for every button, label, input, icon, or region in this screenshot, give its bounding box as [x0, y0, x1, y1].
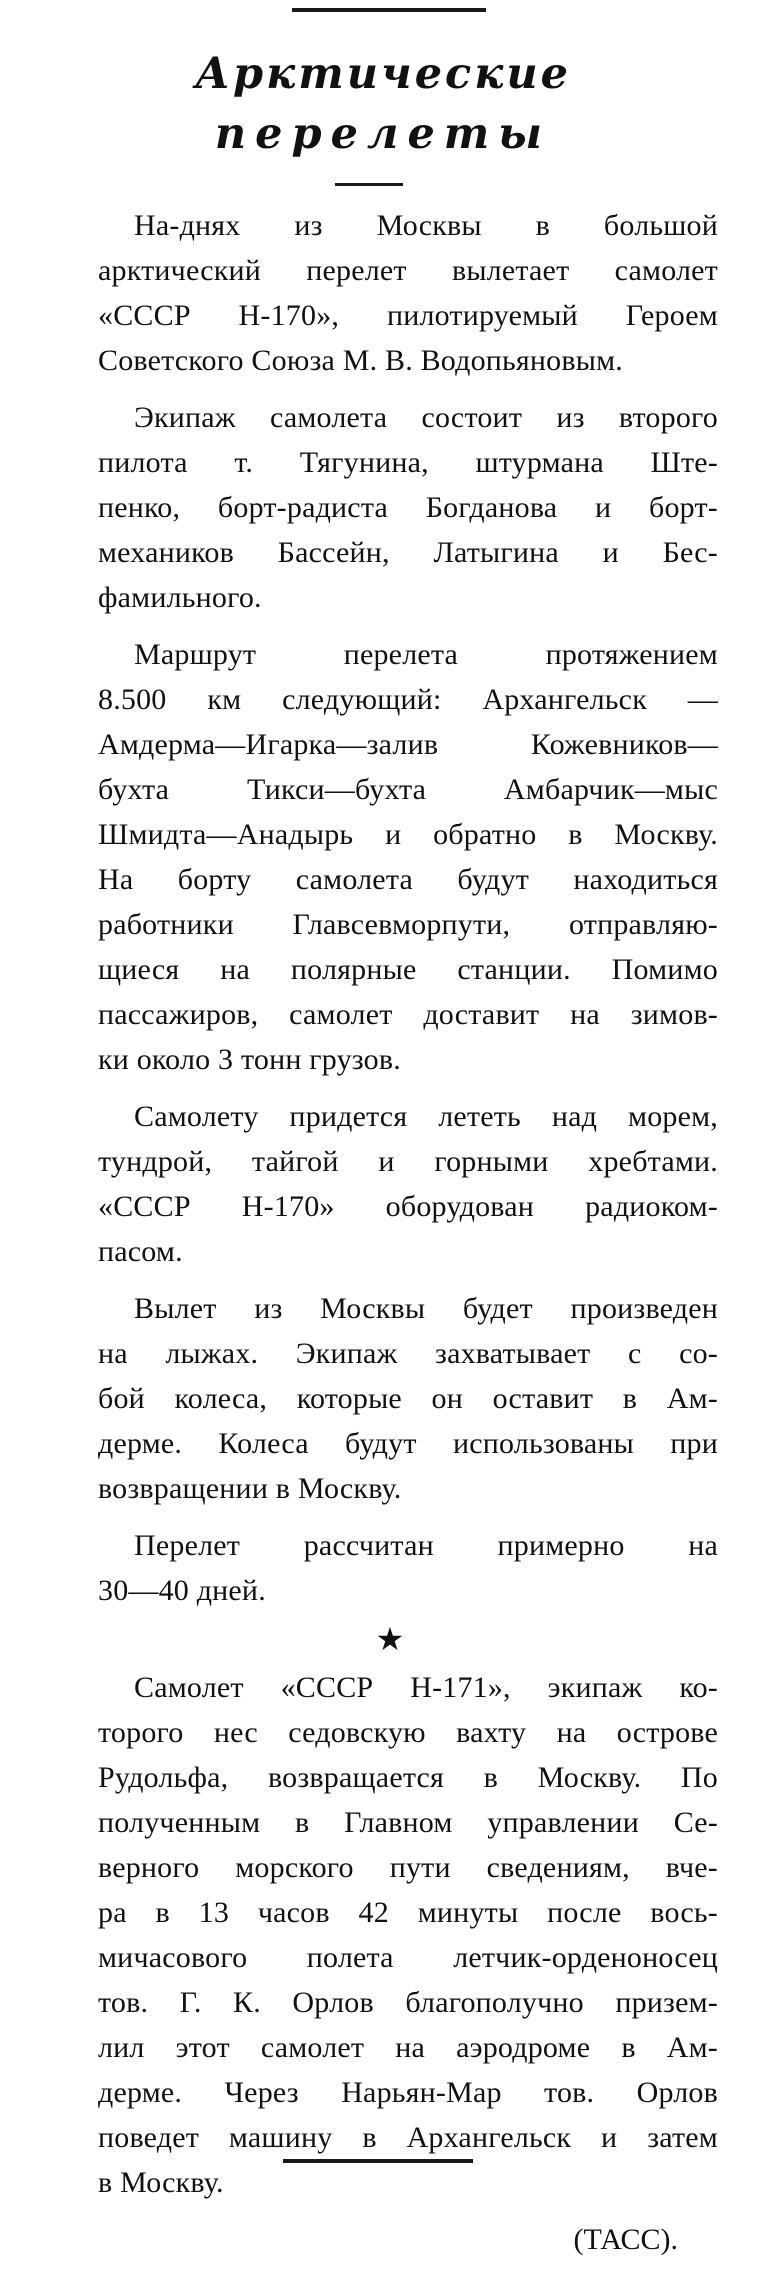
text-line: ра в 13 часов 42 минуты после вось- [98, 1896, 718, 1929]
headline-line-1: Арктические [195, 49, 571, 99]
text-line: Самолет «СССР Н-171», экипаж ко- [134, 1671, 718, 1704]
text-line: пилота т. Тягунина, штурмана Ште- [98, 446, 718, 479]
text-line: пассажиров, самолет доставит на зимов- [98, 998, 718, 1031]
signature: (ТАСС). [573, 2223, 678, 2256]
text-line: фамильного. [98, 581, 262, 614]
text-line: тов. Г. К. Орлов благополучно призем- [98, 1986, 718, 2019]
text-line: Перелет рассчитан примерно на [134, 1529, 718, 1562]
star-separator: ★ [375, 1621, 405, 1657]
text-line: Экипаж самолета состоит из второго [134, 401, 718, 434]
text-line: возвращении в Москву. [98, 1472, 402, 1505]
paragraph-4 [62, 1094, 718, 1274]
text-line: пенко, борт-радиста Богданова и борт- [98, 491, 718, 524]
text-line: Рудольфа, возвращается в Москву. По [98, 1761, 718, 1794]
headline-line-2: перелеты [214, 109, 552, 159]
text-line: На борту самолета будут находиться [98, 863, 718, 896]
paragraph-2 [62, 395, 718, 620]
text-line: на лыжах. Экипаж захватывает с со- [98, 1337, 718, 1370]
text-line: 30—40 дней. [98, 1574, 266, 1607]
text-line: бой колеса, которые он оставит в Ам- [98, 1382, 718, 1415]
text-line: работники Главсевморпути, отправляю- [98, 908, 718, 941]
paragraph-1 [62, 203, 718, 383]
text-line: Шмидта—Анадырь и обратно в Москву. [98, 818, 718, 851]
text-line: лил этот самолет на аэродроме в Ам- [98, 2031, 718, 2064]
text-line: бухта Тикси—бухта Амбарчик—мыс [98, 773, 718, 806]
text-line: пасом. [98, 1235, 183, 1268]
text-line: Самолету придется лететь над морем, [134, 1100, 718, 1133]
text-line: верного морского пути сведениям, вче- [98, 1851, 718, 1884]
paragraph-5 [62, 1286, 718, 1511]
top-rule [292, 8, 486, 12]
text-line: поведет машину в Архангельск и затем [98, 2121, 718, 2154]
text-line: торого нес седовскую вахту на острове [98, 1716, 718, 1749]
bottom-rule [283, 2159, 473, 2163]
text-line: полученным в Главном управлении Се- [98, 1806, 718, 1839]
text-line: ки около 3 тонн грузов. [98, 1043, 401, 1076]
text-line: дерме. Колеса будут использованы при [98, 1427, 718, 1460]
paragraph-3 [62, 632, 718, 1082]
headline-rule [335, 183, 403, 186]
text-line: 8.500 км следующий: Архангельск — [98, 683, 718, 716]
paragraph-7 [62, 1665, 718, 2205]
text-line: Вылет из Москвы будет произведен [134, 1292, 718, 1325]
text-line: «СССР Н-170», пилотируемый Героем [98, 299, 718, 332]
paragraph-6 [62, 1523, 718, 1613]
text-line: мичасового полета летчик-орденоносец [98, 1941, 718, 1974]
text-line: механиков Бассейн, Латыгина и Бес- [98, 536, 718, 569]
text-line: в Москву. [98, 2166, 224, 2199]
text-line: Амдерма—Игарка—залив Кожевников— [98, 728, 718, 761]
text-line: щиеся на полярные станции. Помимо [98, 953, 718, 986]
article-body [62, 203, 718, 2262]
text-line: «СССР Н-170» оборудован радиоком- [98, 1190, 718, 1223]
text-line: На-днях из Москвы в большой [134, 209, 718, 242]
text-line: Маршрут перелета протяжением [134, 638, 718, 671]
text-line: Советского Союза М. В. Водопьяновым. [98, 344, 623, 377]
text-line: тундрой, тайгой и горными хребтами. [98, 1145, 718, 1178]
text-line: арктический перелет вылетает самолет [98, 254, 718, 287]
text-line: дерме. Через Нарьян-Мар тов. Орлов [98, 2076, 718, 2109]
